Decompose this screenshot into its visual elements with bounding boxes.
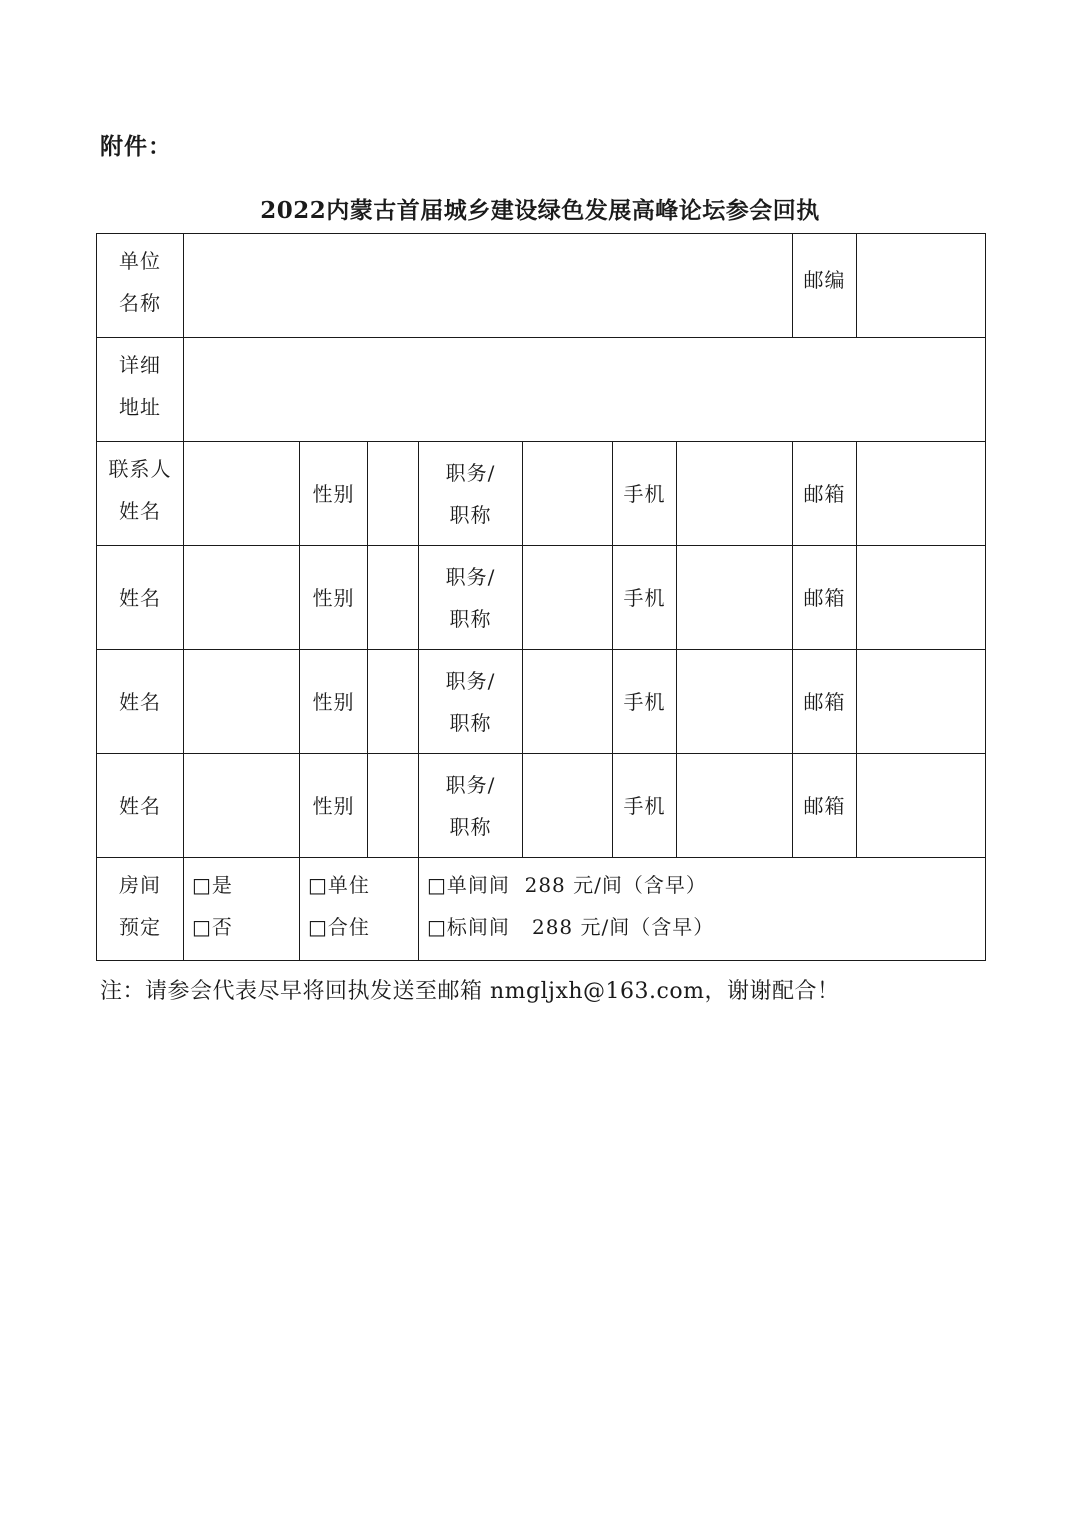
mobile-label: 手机 — [613, 650, 677, 754]
email-input[interactable] — [857, 754, 986, 858]
email-input[interactable] — [857, 546, 986, 650]
contact-name-label-line1: 联系人 — [108, 457, 172, 481]
email-label: 邮箱 — [793, 754, 857, 858]
position-label-line1: 职务/ — [445, 564, 496, 589]
position-label-line2: 职称 — [449, 710, 492, 735]
gender-label: 性别 — [300, 650, 368, 754]
position-input[interactable] — [523, 650, 613, 754]
single-room-checkbox[interactable]: □单间间 288 元/间（含早） — [427, 873, 707, 897]
room-row — [97, 858, 986, 961]
email-input[interactable] — [857, 650, 986, 754]
room-type-options — [419, 858, 986, 961]
address-label-line2: 地址 — [119, 395, 161, 419]
address-label-line1: 详细 — [119, 353, 161, 377]
address-input[interactable] — [184, 338, 986, 442]
room-needed-options — [184, 858, 300, 961]
name-input[interactable] — [184, 546, 300, 650]
name-input[interactable] — [184, 650, 300, 754]
room-yes-checkbox[interactable]: □是 — [192, 873, 233, 897]
contact-name-label — [97, 442, 184, 546]
shared-occupancy-checkbox[interactable]: □合住 — [308, 915, 370, 939]
unit-name-label-line2: 名称 — [119, 291, 161, 315]
email-input[interactable] — [857, 442, 986, 546]
gender-input[interactable] — [368, 546, 419, 650]
mobile-label: 手机 — [613, 546, 677, 650]
unit-row — [97, 234, 986, 338]
position-input[interactable] — [523, 546, 613, 650]
gender-label: 性别 — [300, 442, 368, 546]
room-label-line2: 预定 — [119, 915, 161, 939]
position-label-line2: 职称 — [449, 606, 492, 631]
standard-room-checkbox[interactable]: □标间间 288 元/间（含早） — [427, 915, 715, 939]
mobile-label: 手机 — [613, 442, 677, 546]
attendee-row — [97, 650, 986, 754]
footer-note: 注：请参会代表尽早将回执发送至邮箱 nmgljxh@163.com，谢谢配合！ — [100, 979, 840, 1004]
mobile-input[interactable] — [677, 754, 793, 858]
email-label: 邮箱 — [793, 442, 857, 546]
position-label-line2: 职称 — [449, 814, 492, 839]
address-row — [97, 338, 986, 442]
attachment-label: 附件： — [100, 134, 172, 160]
room-label — [97, 858, 184, 961]
unit-name-input[interactable] — [184, 234, 793, 338]
position-label — [419, 442, 523, 546]
single-occupancy-checkbox[interactable]: □单住 — [308, 873, 370, 897]
position-label-line1: 职务/ — [445, 772, 496, 797]
gender-input[interactable] — [368, 442, 419, 546]
email-label: 邮箱 — [793, 546, 857, 650]
position-input[interactable] — [523, 754, 613, 858]
position-label — [419, 546, 523, 650]
postcode-label: 邮编 — [793, 234, 857, 338]
gender-label: 性别 — [300, 754, 368, 858]
position-label-line1: 职务/ — [445, 668, 496, 693]
email-label: 邮箱 — [793, 650, 857, 754]
room-label-line1: 房间 — [119, 873, 161, 897]
contact-row — [97, 442, 986, 546]
contact-name-input[interactable] — [184, 442, 300, 546]
name-label: 姓名 — [97, 754, 184, 858]
position-label — [419, 650, 523, 754]
document-title: 2022内蒙古首届城乡建设绿色发展高峰论坛参会回执 — [260, 197, 820, 224]
contact-name-label-line2: 姓名 — [119, 499, 161, 523]
gender-input[interactable] — [368, 650, 419, 754]
attendee-row — [97, 754, 986, 858]
position-label-line2: 职称 — [449, 502, 492, 527]
mobile-input[interactable] — [677, 650, 793, 754]
unit-name-label — [97, 234, 184, 338]
mobile-label: 手机 — [613, 754, 677, 858]
mobile-input[interactable] — [677, 442, 793, 546]
position-label — [419, 754, 523, 858]
name-label: 姓名 — [97, 650, 184, 754]
gender-input[interactable] — [368, 754, 419, 858]
address-label — [97, 338, 184, 442]
postcode-input[interactable] — [857, 234, 986, 338]
unit-name-label-line1: 单位 — [119, 249, 161, 273]
gender-label: 性别 — [300, 546, 368, 650]
occupancy-options — [300, 858, 419, 961]
position-label-line1: 职务/ — [445, 460, 496, 485]
mobile-input[interactable] — [677, 546, 793, 650]
name-input[interactable] — [184, 754, 300, 858]
registration-form-table — [96, 233, 986, 961]
room-no-checkbox[interactable]: □否 — [192, 915, 233, 939]
position-input[interactable] — [523, 442, 613, 546]
attendee-row — [97, 546, 986, 650]
name-label: 姓名 — [97, 546, 184, 650]
